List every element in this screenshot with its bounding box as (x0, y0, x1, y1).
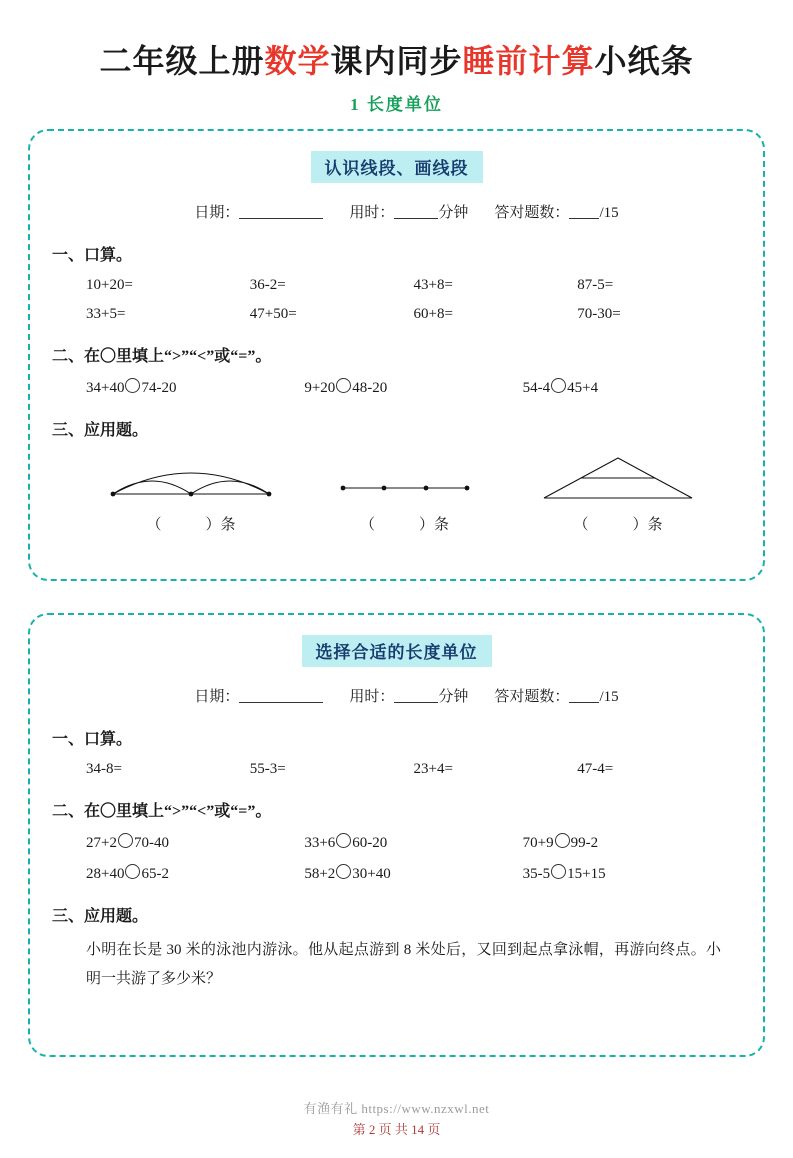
compare-left: 54-4 (522, 380, 551, 396)
compare-item (523, 833, 741, 852)
card2-compare-row-1 (52, 833, 741, 852)
card2-section-3-title: 三、应用题。 (52, 908, 149, 925)
card1-score-label: 答对题数： (494, 205, 570, 221)
answer-circle[interactable] (336, 864, 351, 879)
worksheet-card-2 (28, 613, 765, 1057)
compare-item (304, 378, 522, 397)
compare-right: 74-20 (141, 380, 177, 396)
card2-time-blank[interactable] (394, 688, 438, 703)
card2-heading (52, 635, 741, 667)
card2-time-unit: 分钟 (438, 689, 469, 705)
card1-compare-row-1 (52, 378, 741, 397)
card1-time-label: 用时： (349, 205, 395, 221)
compare-left: 28+40 (86, 866, 125, 882)
compare-item (86, 833, 304, 852)
equation-item: 10+20= (86, 277, 133, 293)
title-part-4: 睡前计算 (462, 43, 595, 79)
answer-circle[interactable] (551, 864, 566, 879)
triangle-figure-caption (513, 513, 723, 534)
answer-circle[interactable] (336, 833, 351, 848)
compare-right: 60-20 (352, 835, 388, 851)
page-subtitle: 1 长度单位 (350, 95, 443, 114)
equation-item: 23+4= (413, 761, 453, 777)
answer-circle[interactable] (125, 378, 140, 393)
card2-meta-row (52, 685, 741, 706)
segment-figure-caption (300, 513, 510, 534)
card1-score-blank[interactable] (569, 204, 599, 219)
compare-left: 33+6 (304, 835, 336, 851)
compare-item (86, 864, 304, 883)
card1-figure-row (52, 454, 741, 534)
page-title (28, 36, 765, 82)
caption-paren-close: ）条 (419, 517, 450, 533)
equation-item: 36-2= (249, 277, 286, 293)
compare-left: 34+40 (86, 380, 125, 396)
page-middle: 页 共 (378, 1122, 408, 1137)
compare-right: 45+4 (567, 380, 599, 396)
answer-circle[interactable] (551, 378, 566, 393)
arcs-figure-caption (86, 513, 296, 534)
compare-left: 58+2 (304, 866, 336, 882)
card1-section-1-title: 一、口算。 (52, 247, 133, 264)
page-suffix: 页 (427, 1122, 441, 1137)
arcs-figure (107, 454, 275, 504)
triangle-figure (534, 454, 702, 504)
card2-date-label: 日期： (194, 689, 240, 705)
equation-item: 34-8= (86, 761, 122, 777)
equation-item: 70-30= (577, 306, 621, 322)
card1-heading-label: 认识线段、画线段 (311, 151, 483, 183)
equation-item: 33+5= (86, 306, 126, 322)
card1-heading (52, 151, 741, 183)
card1-time-unit: 分钟 (438, 205, 469, 221)
card2-oral-row-1 (52, 761, 741, 778)
compare-left: 70+9 (522, 835, 554, 851)
compare-left: 9+20 (304, 380, 336, 396)
answer-circle[interactable] (125, 864, 140, 879)
compare-item (86, 378, 304, 397)
title-part-3: 课内同步 (330, 43, 463, 79)
title-part-5: 小纸条 (594, 43, 694, 79)
equation-item: 43+8= (413, 277, 453, 293)
worksheet-card-1 (28, 129, 765, 581)
compare-item (304, 864, 522, 883)
card2-date-field[interactable] (194, 685, 323, 706)
title-part-1: 二年级上册 (99, 43, 265, 79)
compare-right: 15+15 (567, 866, 606, 882)
card2-heading-label: 选择合适的长度单位 (302, 635, 492, 667)
equation-item: 55-3= (249, 761, 286, 777)
equation-item: 87-5= (577, 277, 614, 293)
card1-time-field[interactable] (349, 201, 468, 222)
card2-score-label: 答对题数： (494, 689, 570, 705)
segment-figure-block (300, 454, 510, 534)
arcs-figure-block (86, 454, 296, 534)
card2-word-problem: 小明在长是 30 米的泳池内游泳。他从起点游到 8 米处后，又回到起点拿泳帽，再游向终点。小明一共游了多少米？ (86, 942, 721, 987)
card2-compare-row-2 (52, 864, 741, 883)
equation-item: 47+50= (249, 306, 297, 322)
card1-date-label: 日期： (194, 205, 240, 221)
compare-right: 48-20 (352, 380, 388, 396)
compare-item (523, 864, 741, 883)
title-part-2: 数学 (264, 43, 331, 79)
card1-date-field[interactable] (194, 201, 323, 222)
caption-paren-open: （ (146, 517, 162, 533)
card2-score-total: /15 (599, 689, 619, 705)
compare-left: 27+2 (86, 835, 117, 851)
page-prefix: 第 (352, 1122, 366, 1137)
answer-circle[interactable] (336, 378, 351, 393)
card1-section-3-title: 三、应用题。 (52, 422, 149, 439)
equation-item: 60+8= (413, 306, 453, 322)
page-footer (0, 1098, 793, 1138)
worksheet-page (0, 36, 793, 1158)
triangle-figure-block (513, 454, 723, 534)
equation-item: 47-4= (577, 761, 614, 777)
caption-paren-open: （ (359, 517, 375, 533)
compare-item (523, 378, 741, 397)
caption-paren-close: ）条 (632, 517, 663, 533)
card1-time-blank[interactable] (394, 204, 438, 219)
card1-section-2-title: 二、在〇里填上“>”“<”或“=”。 (52, 348, 272, 365)
card1-oral-row-1 (52, 277, 741, 294)
compare-right: 70-40 (133, 835, 169, 851)
caption-paren-open: （ (573, 517, 589, 533)
watermark-text: 有渔有礼 https://www.nzxwl.net (303, 1101, 490, 1116)
compare-right: 30+40 (352, 866, 391, 882)
card1-score-total: /15 (599, 205, 619, 221)
card1-meta-row (52, 201, 741, 222)
answer-circle[interactable] (118, 833, 133, 848)
caption-paren-close: ）条 (205, 517, 236, 533)
segment-figure (321, 454, 489, 504)
card2-section-1-title: 一、口算。 (52, 731, 133, 748)
compare-left: 35-5 (522, 866, 551, 882)
card2-time-field[interactable] (349, 685, 468, 706)
card2-time-label: 用时： (349, 689, 395, 705)
card1-date-blank[interactable] (239, 204, 323, 219)
page-current: 2 (368, 1122, 376, 1137)
card2-section-2-title: 二、在〇里填上“>”“<”或“=”。 (52, 803, 272, 820)
card2-score-blank[interactable] (569, 688, 599, 703)
compare-item (304, 833, 522, 852)
card2-score-field[interactable] (494, 685, 618, 706)
compare-right: 99-2 (570, 835, 599, 851)
answer-circle[interactable] (555, 833, 570, 848)
page-total: 14 (411, 1122, 425, 1137)
card1-oral-row-2 (52, 306, 741, 323)
card1-score-field[interactable] (494, 201, 618, 222)
card2-date-blank[interactable] (239, 688, 323, 703)
compare-right: 65-2 (141, 866, 169, 882)
